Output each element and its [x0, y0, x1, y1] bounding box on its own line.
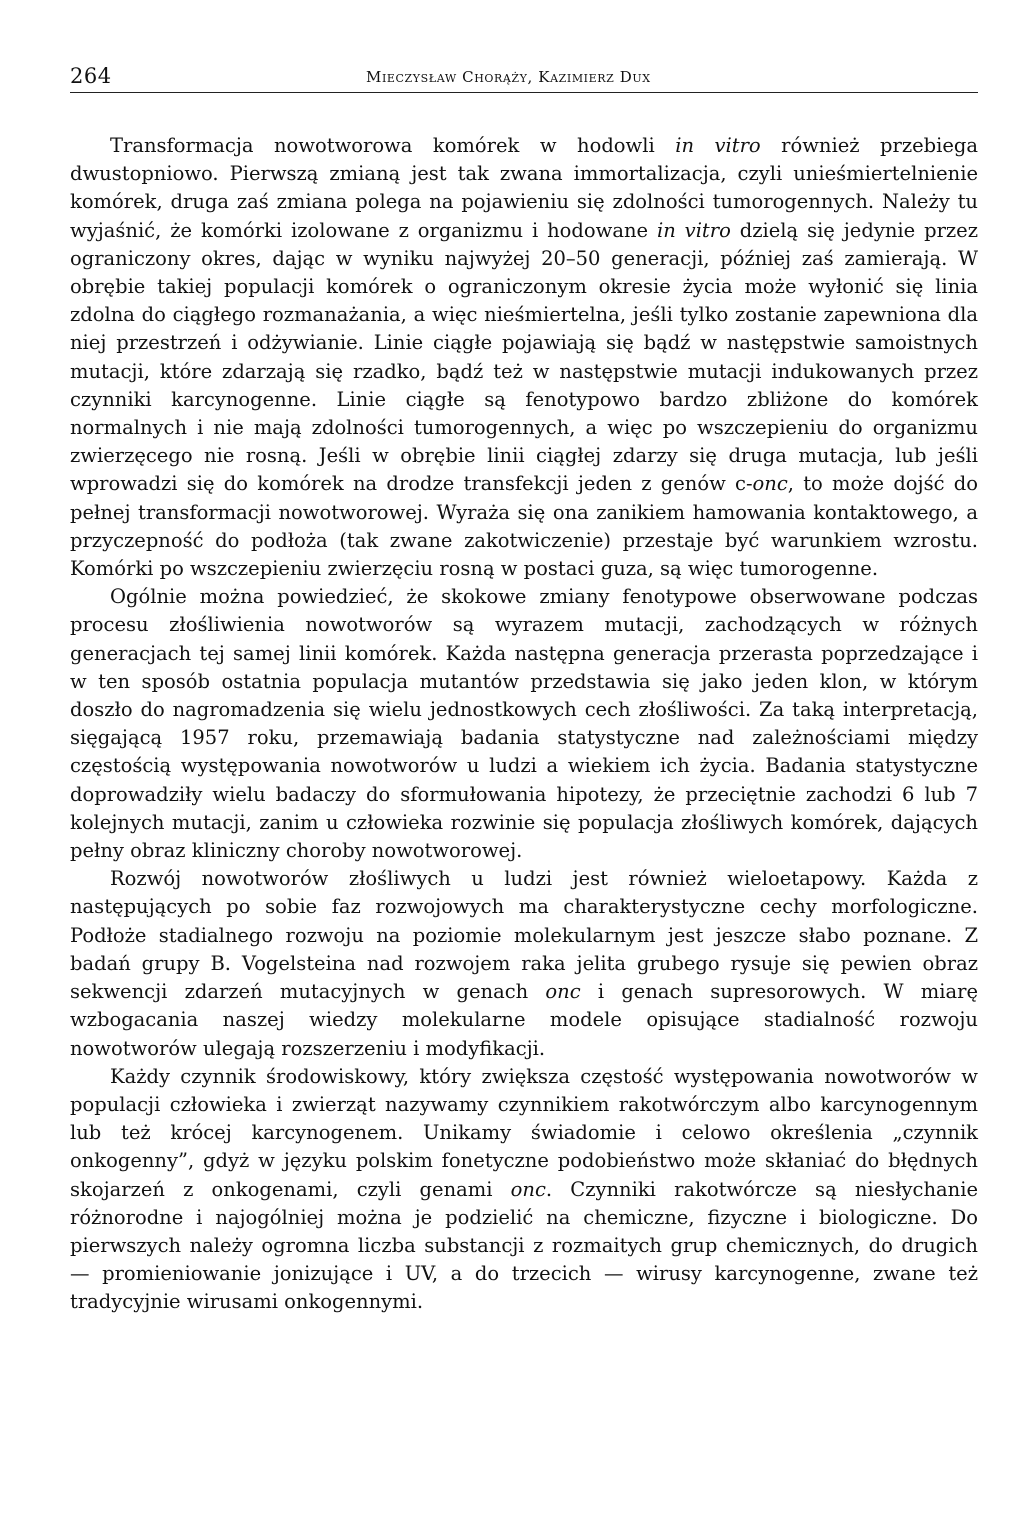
paragraph — [70, 865, 978, 1062]
italic-term: onc — [545, 980, 581, 1004]
italic-term: onc — [752, 472, 788, 496]
paragraph — [70, 1063, 978, 1317]
text-run: , to może dojść do pełnej transformacji nowotworowej. Wyraża się ona zanikiem hamowania kontaktowego, a przyczepność do podłoża (tak zwane zakotwiczenie) przestaje być warunkiem wzrostu. Komórki po wszczepieniu zwierzęciu rosną w postaci guza, są więc tumorogenne. — [70, 472, 978, 581]
paragraph — [70, 132, 978, 583]
page-number: 264 — [70, 64, 112, 88]
italic-term: in vitro — [675, 134, 761, 157]
italic-term: in vitro — [656, 218, 731, 242]
text-run: . Czynniki rakotwórcze są niesłychanie różnorodne i najogólniej można je podzielić na chemiczne, fizyczne i biologiczne. Do pierwszych należy ogromna liczba substancji z rozmaitych grup chemicznych, do drugich — promieniowanie jonizujące i UV, a do trzecich — wirusy karcynogenne, zwane też tradycyjnie wirusami onkogennymi. — [70, 1177, 978, 1314]
text-run: Każdy czynnik środowiskowy, który zwiększa częstość występowania nowotworów w populacji człowieka i zwierząt nazywamy czynnikiem rakotwórczym albo karcynogennym lub też krócej karcynogenem. Unikamy świadomie i celowo określenia „czynnik onkogenny”, gdyż w języku polskim fonetyczne podobieństwo może skłaniać do błędnych skojarzeń z onkogenami, czyli genami — [70, 1064, 978, 1201]
text-run: Transformacja nowotworowa komórek w hodowli — [110, 134, 676, 157]
running-head — [70, 62, 978, 93]
body-text — [70, 132, 978, 1317]
text-run: dzielą się jedynie przez ograniczony okres, dając w wyniku najwyżej 20–50 generacji, później zaś zamierają. W obrębie takiej populacji komórek o ograniczonym okresie życia może wyłonić się linia zdolna do ciągłego rozmanażania, a więc nieśmiertelna, jeśli tylko zostanie zapewniona dla niej przestrzeń i odżywianie. Linie ciągłe pojawiają się bądź w następstwie samoistnych mutacji, które zdarzają się rzadko, bądź też w następstwie mutacji indukowanych przez czynniki karcynogenne. Linie ciągłe są fenotypowo bardzo zbliżone do komórek normalnych i nie mają zdolności tumorogennych, a więc po wszczepieniu do organizmu zwierzęcego nie rosną. Jeśli w obrębie linii ciągłej zdarzy się druga mutacja, lub jeśli wprowadzi się do komórek na drodze transfekcji jeden z genów c- — [70, 218, 978, 496]
page — [70, 62, 978, 1317]
running-head-authors: Mieczysław Chorąży, Kazimierz Dux — [366, 68, 651, 86]
text-run: i genach supresorowych. W miarę wzbogacania naszej wiedzy molekularne modele opisujące stadialność rozwoju nowotworów ulegają rozszerzeniu i modyfikacji. — [70, 980, 978, 1060]
text-run: również przebiega dwustopniowo. Pierwszą zmianą jest tak zwana immortalizacja, czyli unieśmiertelnienie komórek, druga zaś zmiana polega na pojawieniu się zdolności tumorogennych. Należy tu wyjaśnić, że komórki izolowane z organizmu i hodowane — [70, 134, 978, 242]
text-run: Rozwój nowotworów złośliwych u ludzi jest również wieloetapowy. Każda z następujących po sobie faz rozwojowych ma charakterystyczne cechy morfologiczne. Podłoże stadialnego rozwoju na poziomie molekularnym jest jeszcze słabo poznane. Z badań grupy B. Vogelsteina nad rozwojem raka jelita grubego rysuje się pewien obraz sekwencji zdarzeń mutacyjnych w genach — [70, 867, 978, 1004]
text-run: Ogólnie można powiedzieć, że skokowe zmiany fenotypowe obserwowane podczas procesu złośliwienia nowotworów są wyrazem mutacji, zachodzących w różnych generacjach tej samej linii komórek. Każda następna generacja przerasta poprzedzające i w ten sposób ostatnia populacja mutantów przedstawia się jako jeden klon, w którym doszło do nagromadzenia się wielu jednostkowych cech złośliwości. Za taką interpretacją, sięgającą 1957 roku, przemawiają badania statystyczne nad zależnościami między częstością występowania nowotworów u ludzi a wiekiem ich życia. Badania statystyczne doprowadziły wielu badaczy do sformułowania hipotezy, że przeciętnie zachodzi 6 lub 7 kolejnych mutacji, zanim u człowieka rozwinie się populacja złośliwych komórek, dających pełny obraz kliniczny choroby nowotworowej. — [70, 585, 978, 863]
paragraph — [70, 583, 978, 865]
italic-term: onc — [510, 1177, 546, 1201]
